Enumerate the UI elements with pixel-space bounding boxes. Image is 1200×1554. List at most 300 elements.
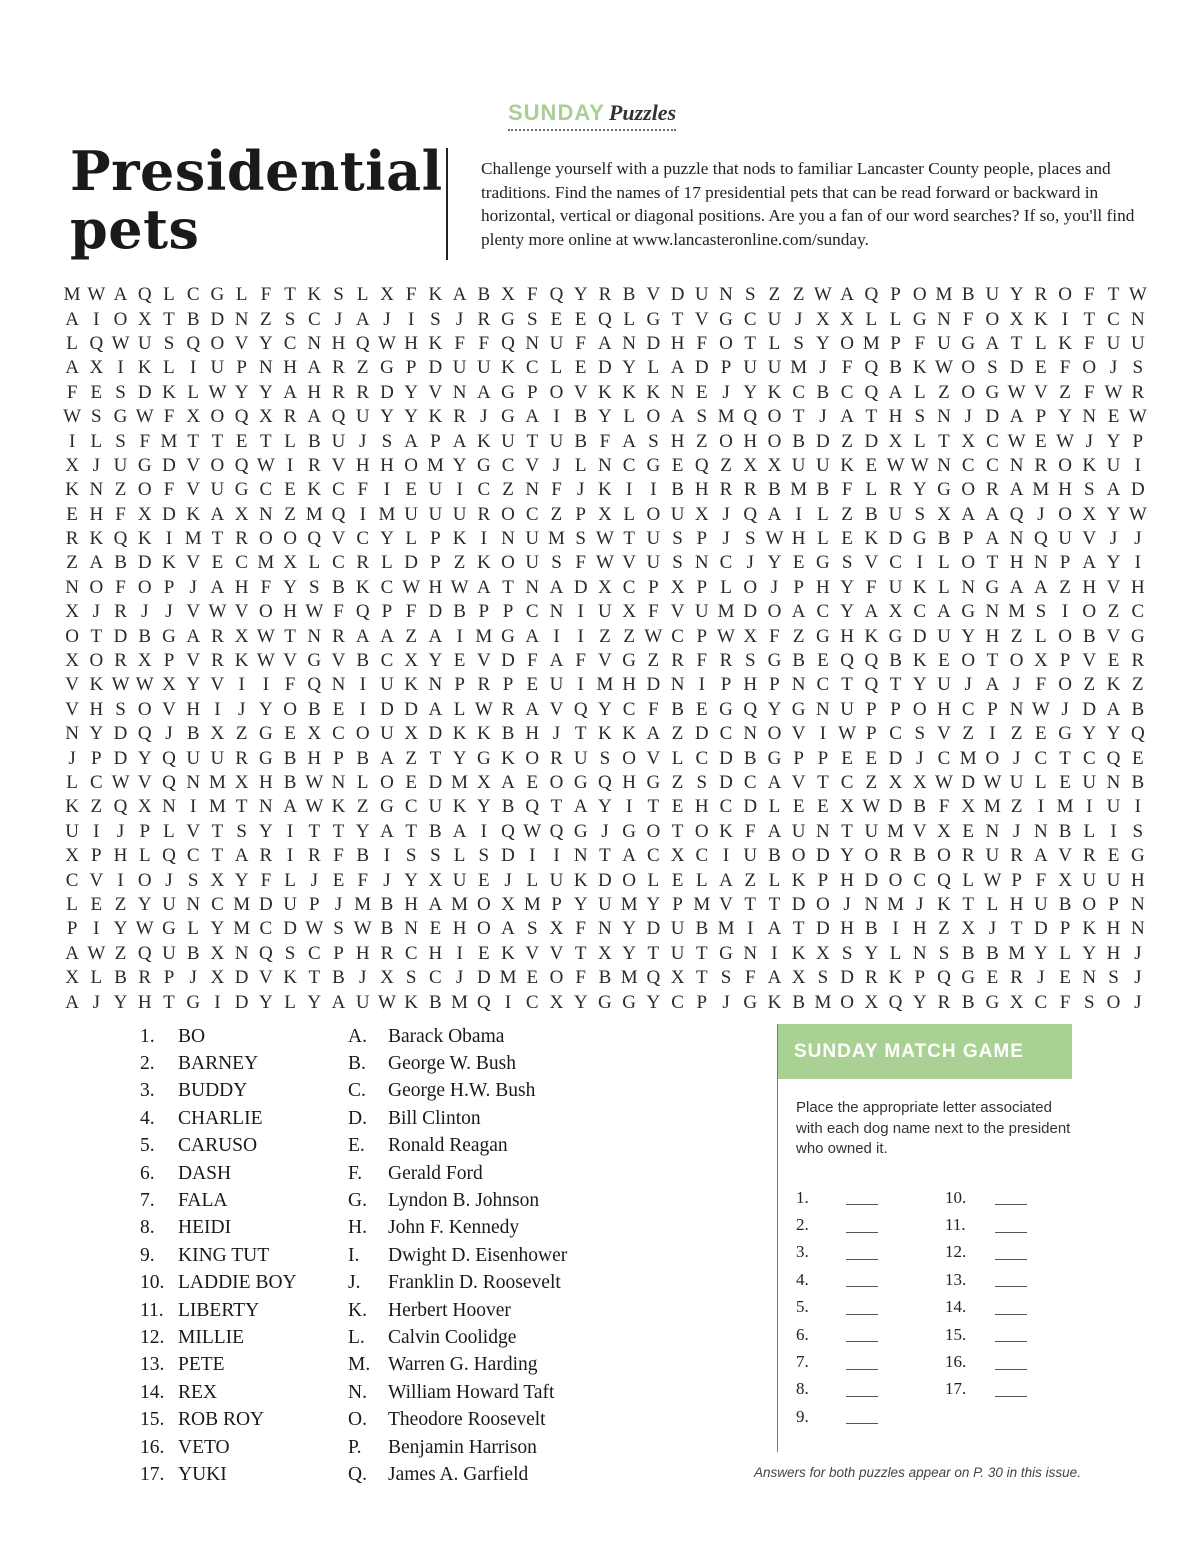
grid-letter[interactable]: C	[816, 601, 830, 623]
grid-letter[interactable]: X	[694, 503, 709, 525]
grid-letter[interactable]: U	[646, 552, 661, 574]
grid-letter[interactable]: L	[308, 552, 321, 574]
grid-letter[interactable]: U	[816, 454, 830, 476]
grid-letter[interactable]: R	[719, 650, 733, 672]
grid-letter[interactable]: D	[743, 796, 758, 818]
grid-letter[interactable]: E	[574, 357, 587, 379]
grid-letter[interactable]: P	[163, 967, 175, 989]
grid-letter[interactable]: J	[310, 869, 318, 891]
grid-letter[interactable]: I	[553, 406, 560, 428]
grid-letter[interactable]: T	[647, 942, 660, 964]
grid-letter[interactable]: X	[476, 772, 491, 793]
grid-letter[interactable]: K	[864, 625, 879, 647]
grid-letter[interactable]: U	[888, 576, 903, 598]
grid-letter[interactable]: G	[937, 479, 951, 501]
grid-letter[interactable]: C	[65, 869, 79, 891]
grid-letter[interactable]: V	[912, 820, 927, 842]
grid-letter[interactable]: R	[307, 845, 321, 867]
grid-letter[interactable]: F	[648, 698, 659, 720]
grid-letter[interactable]: Y	[912, 479, 927, 501]
grid-letter[interactable]: U	[162, 893, 176, 915]
grid-letter[interactable]: O	[840, 991, 854, 1013]
grid-letter[interactable]: J	[1109, 357, 1118, 379]
grid-letter[interactable]: S	[817, 967, 829, 989]
grid-letter[interactable]: F	[551, 479, 562, 501]
grid-letter[interactable]: E	[405, 479, 417, 501]
grid-letter[interactable]: H	[234, 576, 249, 598]
grid-letter[interactable]: I	[577, 601, 584, 623]
grid-letter[interactable]: A	[65, 357, 79, 379]
grid-letter[interactable]: N	[89, 479, 104, 501]
grid-letter[interactable]: Y	[258, 820, 273, 842]
grid-letter[interactable]: L	[913, 430, 926, 452]
grid-letter[interactable]: I	[989, 723, 996, 745]
grid-letter[interactable]: K	[646, 381, 661, 403]
grid-letter[interactable]: K	[428, 284, 443, 306]
grid-letter[interactable]: C	[889, 723, 902, 745]
grid-letter[interactable]: F	[841, 479, 853, 501]
grid-letter[interactable]: Y	[1106, 430, 1121, 452]
grid-letter[interactable]: P	[502, 601, 514, 623]
grid-letter[interactable]: W	[910, 454, 929, 476]
grid-letter[interactable]: Z	[720, 454, 732, 476]
grid-letter[interactable]: M	[475, 625, 493, 647]
grid-letter[interactable]: D	[1009, 357, 1024, 379]
grid-letter[interactable]: X	[1082, 503, 1097, 525]
grid-letter[interactable]: O	[283, 528, 297, 550]
grid-letter[interactable]: K	[404, 991, 419, 1013]
grid-letter[interactable]: B	[961, 942, 975, 964]
grid-letter[interactable]: F	[744, 820, 756, 842]
grid-letter[interactable]: A	[428, 893, 443, 915]
grid-letter[interactable]: I	[1134, 796, 1141, 818]
grid-letter[interactable]: Y	[258, 381, 273, 403]
grid-letter[interactable]: Z	[356, 357, 369, 379]
grid-letter[interactable]: W	[305, 772, 324, 793]
grid-letter[interactable]: H	[186, 698, 201, 720]
grid-letter[interactable]: U	[791, 454, 806, 476]
grid-letter[interactable]: K	[864, 528, 879, 550]
grid-letter[interactable]: O	[1106, 991, 1121, 1013]
grid-letter[interactable]: E	[962, 820, 974, 842]
grid-letter[interactable]: T	[938, 430, 950, 452]
grid-letter[interactable]: B	[889, 650, 902, 672]
grid-letter[interactable]: L	[163, 284, 175, 306]
answer-blank[interactable]	[846, 1409, 878, 1424]
grid-letter[interactable]: Q	[307, 528, 322, 550]
grid-letter[interactable]: M	[233, 893, 251, 915]
grid-letter[interactable]: C	[259, 479, 273, 501]
grid-letter[interactable]: N	[1130, 893, 1145, 915]
grid-letter[interactable]: C	[211, 893, 224, 915]
grid-letter[interactable]: Q	[162, 772, 176, 793]
grid-letter[interactable]: T	[90, 625, 103, 647]
grid-letter[interactable]: U	[1082, 772, 1097, 793]
grid-letter[interactable]: T	[986, 650, 999, 672]
grid-letter[interactable]: K	[622, 381, 636, 403]
grid-letter[interactable]: U	[791, 820, 806, 842]
grid-letter[interactable]: L	[647, 357, 660, 379]
grid-letter[interactable]: F	[260, 576, 272, 598]
grid-letter[interactable]: M	[426, 454, 444, 476]
grid-letter[interactable]: J	[770, 576, 779, 598]
grid-letter[interactable]: N	[864, 893, 879, 915]
grid-letter[interactable]: D	[113, 747, 128, 769]
grid-letter[interactable]: N	[162, 796, 176, 818]
grid-letter[interactable]: U	[694, 284, 709, 306]
grid-letter[interactable]: J	[1109, 528, 1118, 550]
grid-letter[interactable]: A	[525, 698, 540, 720]
grid-letter[interactable]: T	[574, 723, 587, 745]
grid-letter[interactable]: H	[307, 747, 322, 769]
grid-letter[interactable]: I	[190, 796, 197, 818]
grid-letter[interactable]: H	[1130, 869, 1145, 891]
grid-letter[interactable]: T	[502, 576, 514, 598]
grid-letter[interactable]: D	[961, 772, 976, 793]
grid-letter[interactable]: M	[693, 893, 711, 915]
grid-letter[interactable]: X	[258, 406, 273, 428]
grid-letter[interactable]: L	[962, 869, 974, 891]
grid-letter[interactable]: S	[163, 332, 175, 354]
grid-letter[interactable]: G	[186, 991, 201, 1013]
grid-letter[interactable]: X	[670, 967, 685, 989]
grid-letter[interactable]: I	[238, 674, 245, 696]
grid-letter[interactable]: L	[1035, 625, 1047, 647]
grid-letter[interactable]: U	[1082, 869, 1097, 891]
grid-letter[interactable]: C	[380, 576, 394, 598]
grid-letter[interactable]: R	[889, 479, 902, 501]
grid-letter[interactable]: Z	[938, 918, 950, 940]
grid-letter[interactable]: B	[816, 479, 830, 501]
grid-letter[interactable]: M	[451, 772, 469, 793]
grid-letter[interactable]: V	[258, 967, 273, 989]
grid-letter[interactable]: X	[501, 284, 515, 306]
grid-letter[interactable]: G	[646, 772, 661, 793]
grid-letter[interactable]: K	[912, 357, 927, 379]
grid-letter[interactable]: B	[1131, 698, 1145, 720]
grid-letter[interactable]: D	[1033, 918, 1048, 940]
grid-letter[interactable]: P	[914, 967, 926, 989]
grid-letter[interactable]: E	[90, 893, 103, 915]
grid-letter[interactable]: E	[1107, 650, 1120, 672]
grid-letter[interactable]: T	[308, 820, 321, 842]
grid-letter[interactable]: E	[66, 503, 78, 525]
grid-letter[interactable]: Y	[598, 796, 612, 818]
grid-letter[interactable]: X	[864, 991, 879, 1013]
grid-letter[interactable]: N	[985, 820, 1000, 842]
grid-letter[interactable]: X	[283, 552, 297, 574]
grid-letter[interactable]: P	[817, 747, 829, 769]
grid-letter[interactable]: K	[137, 528, 152, 550]
grid-letter[interactable]: E	[405, 772, 417, 793]
grid-letter[interactable]: C	[719, 723, 733, 745]
grid-letter[interactable]: X	[670, 576, 685, 598]
grid-letter[interactable]: W	[474, 698, 493, 720]
grid-letter[interactable]: X	[549, 991, 564, 1013]
grid-letter[interactable]: B	[598, 967, 612, 989]
grid-letter[interactable]: U	[1106, 332, 1121, 354]
grid-letter[interactable]: N	[937, 454, 951, 476]
grid-letter[interactable]: H	[258, 772, 273, 793]
grid-letter[interactable]: P	[672, 893, 683, 915]
grid-letter[interactable]: B	[307, 430, 321, 452]
grid-letter[interactable]: D	[113, 723, 128, 745]
grid-letter[interactable]: E	[332, 698, 345, 720]
grid-letter[interactable]: O	[476, 893, 491, 915]
grid-letter[interactable]: G	[743, 991, 758, 1013]
grid-letter[interactable]: G	[961, 967, 976, 989]
grid-letter[interactable]: F	[357, 479, 369, 501]
grid-letter[interactable]: Q	[331, 503, 346, 525]
grid-letter[interactable]: N	[331, 674, 346, 696]
grid-letter[interactable]: S	[430, 308, 441, 330]
grid-letter[interactable]: B	[477, 284, 491, 306]
grid-letter[interactable]: H	[985, 625, 1000, 647]
grid-letter[interactable]: N	[234, 942, 249, 964]
grid-letter[interactable]: R	[211, 625, 224, 647]
grid-letter[interactable]: R	[356, 381, 370, 403]
grid-letter[interactable]: O	[1082, 893, 1097, 915]
grid-letter[interactable]: A	[646, 723, 661, 745]
grid-letter[interactable]: S	[914, 723, 926, 745]
grid-letter[interactable]: S	[841, 552, 853, 574]
grid-letter[interactable]: M	[548, 528, 565, 550]
grid-letter[interactable]: I	[795, 503, 802, 525]
grid-letter[interactable]: Q	[743, 406, 758, 428]
grid-letter[interactable]: V	[622, 552, 636, 574]
grid-letter[interactable]: I	[383, 845, 391, 867]
grid-letter[interactable]: S	[115, 698, 126, 720]
grid-letter[interactable]: N	[937, 308, 951, 330]
grid-letter[interactable]: J	[722, 381, 730, 403]
grid-letter[interactable]: N	[670, 381, 685, 403]
grid-letter[interactable]: Z	[841, 430, 853, 452]
grid-letter[interactable]: Z	[405, 747, 417, 769]
grid-letter[interactable]: X	[428, 869, 443, 891]
grid-letter[interactable]: O	[840, 332, 854, 354]
grid-letter[interactable]: A	[573, 796, 588, 818]
grid-letter[interactable]: A	[65, 308, 79, 330]
grid-letter[interactable]: H	[380, 454, 394, 476]
grid-letter[interactable]: Q	[694, 454, 709, 476]
grid-letter[interactable]: L	[453, 845, 466, 867]
grid-letter[interactable]: L	[284, 991, 296, 1013]
grid-letter[interactable]: R	[986, 479, 999, 501]
grid-letter[interactable]: Y	[598, 406, 612, 428]
answer-blank[interactable]	[995, 1218, 1027, 1233]
grid-letter[interactable]: Z	[1059, 381, 1071, 403]
grid-letter[interactable]: I	[722, 845, 730, 867]
grid-letter[interactable]: C	[501, 454, 515, 476]
grid-letter[interactable]: K	[137, 357, 152, 379]
grid-letter[interactable]: L	[865, 479, 878, 501]
grid-letter[interactable]: N	[1009, 528, 1024, 550]
grid-letter[interactable]: J	[116, 820, 125, 842]
grid-letter[interactable]: W	[377, 332, 396, 354]
grid-letter[interactable]: I	[117, 357, 124, 379]
grid-letter[interactable]: A	[1106, 479, 1121, 501]
grid-letter[interactable]: Q	[162, 845, 176, 867]
grid-letter[interactable]: E	[841, 528, 853, 550]
grid-letter[interactable]: P	[502, 674, 514, 696]
grid-letter[interactable]: Q	[501, 332, 515, 354]
grid-letter[interactable]: Z	[235, 723, 248, 745]
grid-letter[interactable]: U	[598, 893, 612, 915]
grid-letter[interactable]: U	[113, 454, 128, 476]
grid-letter[interactable]: J	[455, 308, 464, 330]
grid-letter[interactable]: Q	[598, 308, 612, 330]
grid-letter[interactable]: V	[65, 674, 79, 696]
grid-letter[interactable]: X	[65, 601, 79, 623]
grid-letter[interactable]: I	[625, 796, 633, 818]
grid-letter[interactable]: R	[889, 845, 902, 867]
grid-letter[interactable]: B	[864, 503, 878, 525]
grid-letter[interactable]: V	[137, 772, 152, 793]
grid-letter[interactable]: C	[477, 479, 491, 501]
grid-letter[interactable]: R	[259, 845, 273, 867]
grid-letter[interactable]: Z	[114, 893, 127, 915]
grid-letter[interactable]: Y	[307, 991, 322, 1013]
grid-letter[interactable]: H	[283, 357, 297, 379]
grid-letter[interactable]: L	[163, 357, 175, 379]
grid-letter[interactable]: N	[258, 357, 273, 379]
grid-letter[interactable]: D	[113, 625, 128, 647]
grid-letter[interactable]: L	[671, 747, 684, 769]
grid-letter[interactable]: U	[162, 942, 176, 964]
grid-letter[interactable]: D	[912, 625, 927, 647]
grid-letter[interactable]: A	[331, 991, 346, 1013]
grid-letter[interactable]: N	[961, 576, 976, 598]
grid-letter[interactable]: E	[792, 552, 805, 574]
grid-letter[interactable]: W	[1007, 430, 1026, 452]
grid-letter[interactable]: A	[186, 625, 201, 647]
grid-letter[interactable]: Z	[356, 796, 369, 818]
grid-letter[interactable]: R	[307, 454, 321, 476]
grid-letter[interactable]: J	[1134, 528, 1142, 550]
grid-letter[interactable]: I	[892, 918, 899, 940]
grid-letter[interactable]: J	[722, 528, 730, 550]
grid-letter[interactable]: W	[1128, 406, 1147, 428]
grid-letter[interactable]: P	[696, 625, 708, 647]
grid-letter[interactable]: E	[478, 869, 490, 891]
grid-letter[interactable]: W	[1128, 284, 1147, 306]
grid-letter[interactable]: Z	[66, 552, 78, 574]
grid-letter[interactable]: H	[283, 601, 297, 623]
grid-letter[interactable]: E	[1059, 967, 1071, 989]
grid-letter[interactable]: A	[210, 503, 225, 525]
grid-letter[interactable]: E	[841, 747, 853, 769]
grid-letter[interactable]: U	[549, 674, 564, 696]
grid-letter[interactable]: A	[1033, 845, 1048, 867]
grid-letter[interactable]: I	[698, 674, 705, 696]
grid-letter[interactable]: R	[283, 406, 297, 428]
grid-letter[interactable]: P	[890, 284, 901, 306]
grid-letter[interactable]: T	[211, 528, 224, 550]
grid-letter[interactable]: D	[888, 747, 903, 769]
grid-letter[interactable]: K	[622, 723, 636, 745]
grid-letter[interactable]: R	[1034, 284, 1048, 306]
grid-letter[interactable]: G	[985, 991, 1000, 1013]
grid-letter[interactable]: K	[452, 796, 467, 818]
grid-letter[interactable]: I	[625, 479, 633, 501]
grid-letter[interactable]: Z	[90, 796, 103, 818]
grid-letter[interactable]: D	[404, 698, 419, 720]
grid-letter[interactable]: A	[501, 772, 515, 793]
grid-letter[interactable]: H	[331, 332, 346, 354]
grid-letter[interactable]: L	[66, 893, 78, 915]
grid-letter[interactable]: D	[816, 845, 830, 867]
grid-letter[interactable]: W	[63, 406, 82, 428]
grid-letter[interactable]: B	[114, 967, 127, 989]
grid-letter[interactable]: A	[452, 284, 467, 306]
grid-letter[interactable]: C	[186, 284, 200, 306]
grid-letter[interactable]: X	[937, 820, 951, 842]
grid-letter[interactable]: B	[937, 528, 951, 550]
grid-letter[interactable]: N	[186, 772, 201, 793]
grid-letter[interactable]: A	[113, 284, 128, 306]
grid-letter[interactable]: Y	[210, 918, 225, 940]
grid-letter[interactable]: B	[1058, 820, 1072, 842]
grid-letter[interactable]: W	[402, 576, 421, 598]
grid-letter[interactable]: U	[380, 723, 394, 745]
grid-letter[interactable]: J	[383, 869, 391, 891]
grid-letter[interactable]: Y	[476, 796, 491, 818]
grid-letter[interactable]: D	[719, 772, 733, 793]
grid-letter[interactable]: E	[671, 796, 684, 818]
grid-letter[interactable]: M	[935, 284, 953, 306]
grid-letter[interactable]: Q	[840, 650, 854, 672]
grid-letter[interactable]: J	[988, 918, 997, 940]
grid-letter[interactable]: D	[428, 723, 443, 745]
grid-letter[interactable]: F	[284, 674, 296, 696]
grid-letter[interactable]: W	[765, 528, 784, 550]
grid-letter[interactable]: G	[258, 747, 273, 769]
grid-letter[interactable]: U	[65, 820, 79, 842]
grid-letter[interactable]: E	[695, 698, 708, 720]
grid-letter[interactable]: E	[986, 967, 999, 989]
grid-letter[interactable]: L	[695, 869, 708, 891]
grid-letter[interactable]: C	[695, 747, 709, 769]
grid-letter[interactable]: F	[575, 967, 586, 989]
grid-letter[interactable]: T	[647, 796, 660, 818]
grid-letter[interactable]: A	[670, 406, 685, 428]
grid-letter[interactable]: P	[66, 918, 78, 940]
grid-letter[interactable]: L	[163, 820, 175, 842]
grid-letter[interactable]: M	[1008, 942, 1026, 964]
grid-letter[interactable]: K	[89, 528, 104, 550]
grid-letter[interactable]: E	[865, 747, 878, 769]
grid-letter[interactable]: T	[260, 430, 272, 452]
grid-letter[interactable]: U	[428, 503, 443, 525]
grid-letter[interactable]: X	[137, 308, 152, 330]
grid-letter[interactable]: B	[307, 698, 321, 720]
grid-letter[interactable]: F	[333, 601, 344, 623]
grid-letter[interactable]: Y	[1009, 284, 1024, 306]
grid-letter[interactable]: Q	[162, 747, 176, 769]
grid-letter[interactable]: R	[937, 991, 951, 1013]
grid-letter[interactable]: A	[89, 552, 104, 574]
grid-letter[interactable]: Y	[355, 820, 370, 842]
grid-letter[interactable]: T	[865, 406, 878, 428]
grid-letter[interactable]: X	[234, 625, 249, 647]
grid-letter[interactable]: A	[1009, 479, 1024, 501]
grid-letter[interactable]: U	[283, 893, 297, 915]
grid-letter[interactable]: S	[599, 747, 611, 769]
grid-letter[interactable]: G	[912, 528, 927, 550]
grid-letter[interactable]: M	[959, 747, 977, 769]
grid-letter[interactable]: N	[816, 820, 830, 842]
grid-letter[interactable]: C	[1034, 991, 1048, 1013]
